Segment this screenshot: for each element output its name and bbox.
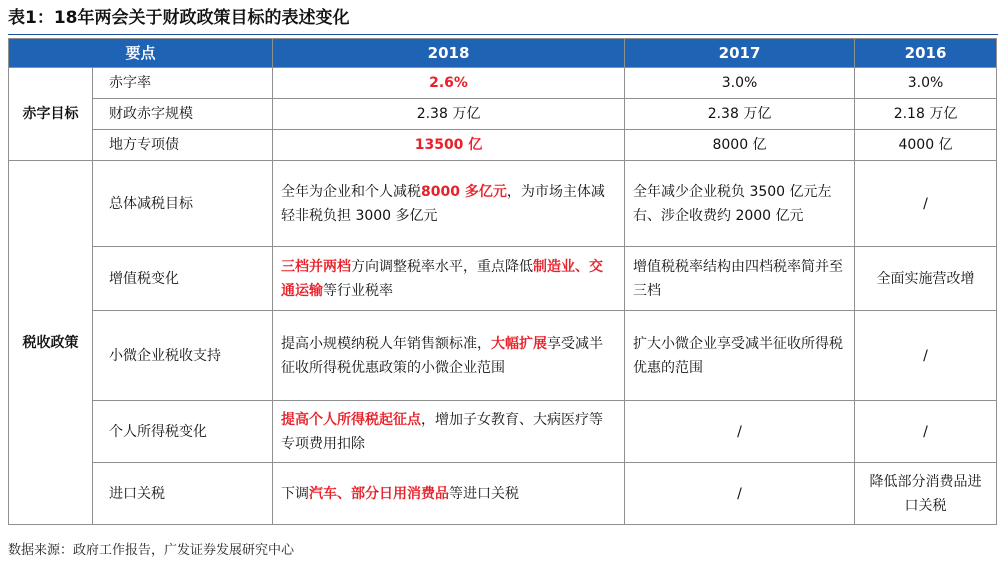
- table-row: [9, 68, 997, 99]
- table-row: [9, 463, 997, 525]
- cell-text: 全年为企业和个人减税: [281, 183, 422, 200]
- row-label: 地方专项债: [93, 130, 273, 161]
- cell-2016: 降低部分消费品进口关税: [855, 463, 997, 525]
- highlight-text: 提高个人所得税起征点: [281, 411, 422, 428]
- title-divider: [8, 34, 998, 35]
- cell-2018: [273, 463, 625, 525]
- row-label: 总体减税目标: [93, 161, 273, 247]
- cell-2016: 2.18 万亿: [855, 99, 997, 130]
- highlight-text: 大幅扩展: [491, 335, 548, 352]
- cell-2017: 2.38 万亿: [625, 99, 855, 130]
- header-2018: 2018: [273, 39, 625, 68]
- cell-text: 享受减半征收所得税优惠政策的小微企业范围: [281, 335, 604, 376]
- cell-2018: [273, 247, 625, 311]
- table-row: [9, 401, 997, 463]
- cell-2017: 增值税税率结构由四档税率简并至三档: [625, 247, 855, 311]
- highlight-text: 制造业、交通运输: [281, 258, 604, 299]
- cell-2016: /: [855, 401, 997, 463]
- cell-text: ，增加子女教育、大病医疗等专项费用扣除: [281, 411, 604, 452]
- cell-text: 方向调整税率水平，重点降低: [351, 258, 534, 275]
- cell-2018: [273, 130, 625, 161]
- row-label: 个人所得税变化: [93, 401, 273, 463]
- highlight-text: 2.6%: [429, 75, 468, 91]
- cell-2018: [273, 68, 625, 99]
- highlight-text: 8000 多亿元: [421, 183, 507, 200]
- group-tax: 税收政策: [9, 161, 93, 525]
- row-label: 财政赤字规模: [93, 99, 273, 130]
- highlight-text: 13500 亿: [414, 137, 483, 153]
- table-header-row: [9, 39, 997, 68]
- table-row: [9, 247, 997, 311]
- highlight-text: 三档并两档: [281, 258, 352, 275]
- row-label: 增值税变化: [93, 247, 273, 311]
- cell-2016: /: [855, 161, 997, 247]
- cell-2018: [273, 161, 625, 247]
- source-note: 数据来源：政府工作报告，广发证券发展研究中心: [8, 543, 295, 558]
- row-label: 进口关税: [93, 463, 273, 525]
- cell-2018: [273, 401, 625, 463]
- table-title: 表1：18年两会关于财政政策目标的表述变化: [8, 8, 350, 28]
- cell-2017: 8000 亿: [625, 130, 855, 161]
- header-2016: 2016: [855, 39, 997, 68]
- table-row: [9, 130, 997, 161]
- cell-2017: /: [625, 401, 855, 463]
- group-deficit: 赤字目标: [9, 68, 93, 161]
- table-row: [9, 161, 997, 247]
- cell-text: 等进口关税: [449, 485, 520, 502]
- cell-text: 下调: [281, 485, 310, 502]
- header-2017: 2017: [625, 39, 855, 68]
- row-label: 赤字率: [93, 68, 273, 99]
- cell-2018: [273, 311, 625, 401]
- cell-2016: /: [855, 311, 997, 401]
- cell-2016: 3.0%: [855, 68, 997, 99]
- table-row: [9, 311, 997, 401]
- cell-2016: 全面实施营改增: [855, 247, 997, 311]
- cell-text: 等行业税率: [323, 282, 394, 299]
- cell-2017: /: [625, 463, 855, 525]
- header-item: 要点: [9, 39, 273, 68]
- cell-2017: 3.0%: [625, 68, 855, 99]
- cell-2017: 全年减少企业税负 3500 亿元左右、涉企收费约 2000 亿元: [625, 161, 855, 247]
- row-label: 小微企业税收支持: [93, 311, 273, 401]
- cell-text: 提高小规模纳税人年销售额标准，: [281, 335, 492, 352]
- cell-text: ，为市场主体减轻非税负担 3000 多亿元: [281, 183, 605, 224]
- cell-2016: 4000 亿: [855, 130, 997, 161]
- table-row: [9, 99, 997, 130]
- policy-comparison-table: [8, 38, 997, 525]
- cell-2018: 2.38 万亿: [273, 99, 625, 130]
- cell-2017: 扩大小微企业享受减半征收所得税优惠的范围: [625, 311, 855, 401]
- highlight-text: 汽车、部分日用消费品: [309, 485, 450, 502]
